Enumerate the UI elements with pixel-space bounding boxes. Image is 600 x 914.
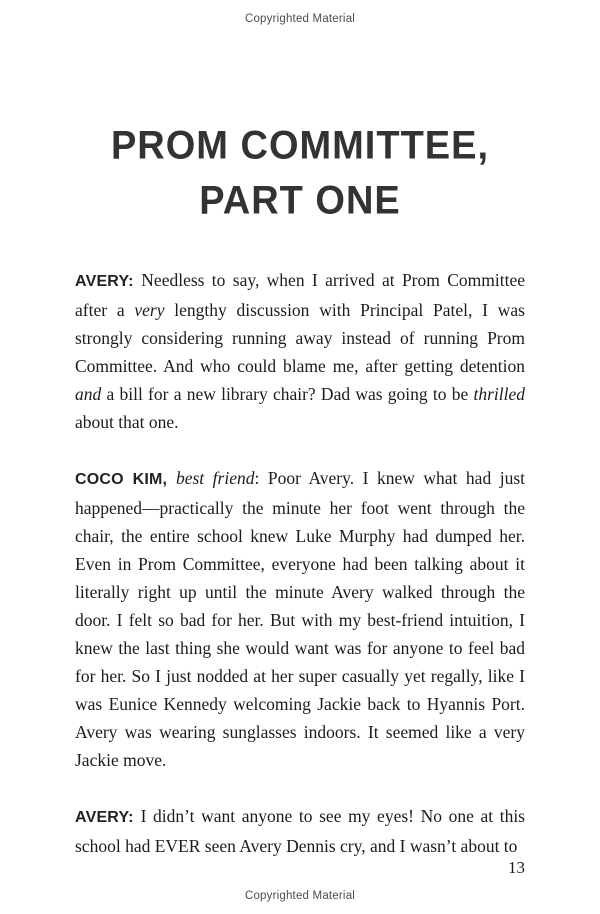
text-segment-italic: and [75, 384, 102, 404]
page-body [75, 266, 525, 888]
text-segment-italic: thrilled [473, 384, 525, 404]
chapter-title-line1: PROM COMMITTEE, [110, 123, 490, 168]
text-segment-body: : Poor Avery. I knew what had just happened—practically the minute her foot went through the chair, the entire school knew Luke Murphy had dumped her. Even in Prom Committee, everyone had been talking about it literally right up until the minute Avery walked through the door. I felt so bad for her. But with my best-friend intuition, I knew the last thing she would want was for anyone to feel bad for her. So I just nodded at her super casually yet regally, like I was Eunice Kennedy welcoming Jackie back to Hyannis Port. Avery was wearing sunglasses indoors. It seemed like a very Jackie move. [75, 468, 525, 770]
text-segment-body: Needless to say, when I arrived at Prom Committee after a [75, 270, 525, 320]
text-segment-speaker: AVERY: [75, 273, 142, 290]
text-segment-body: I didn’t want anyone to see my eyes! No one at this school had EVER seen Avery Dennis cry, and I wasn’t about to [75, 806, 525, 856]
page-number: 13 [508, 858, 525, 877]
chapter-title [0, 118, 600, 228]
copyright-notice-bottom: Copyrighted Material [244, 890, 356, 902]
text-segment-body: a bill for a new library chair? Dad was going to be [101, 384, 474, 404]
text-segment-italic: very [134, 300, 165, 320]
paragraph-avery-2 [75, 802, 525, 860]
chapter-title-line2: PART ONE [199, 178, 401, 223]
text-segment-body: lengthy discussion with Principal Patel, I was strongly considering running away instead of running Prom Committee. And who could blame me, after getting detention [75, 300, 525, 376]
paragraph-avery-1 [75, 266, 525, 436]
text-segment-body: about that one. [75, 412, 179, 432]
text-segment-speaker: AVERY: [75, 809, 141, 826]
copyright-notice-top: Copyrighted Material [244, 13, 356, 25]
text-segment-italic: best friend [175, 468, 255, 488]
paragraph-coco-kim [75, 464, 525, 774]
text-segment-speaker: COCO KIM, [75, 471, 176, 488]
